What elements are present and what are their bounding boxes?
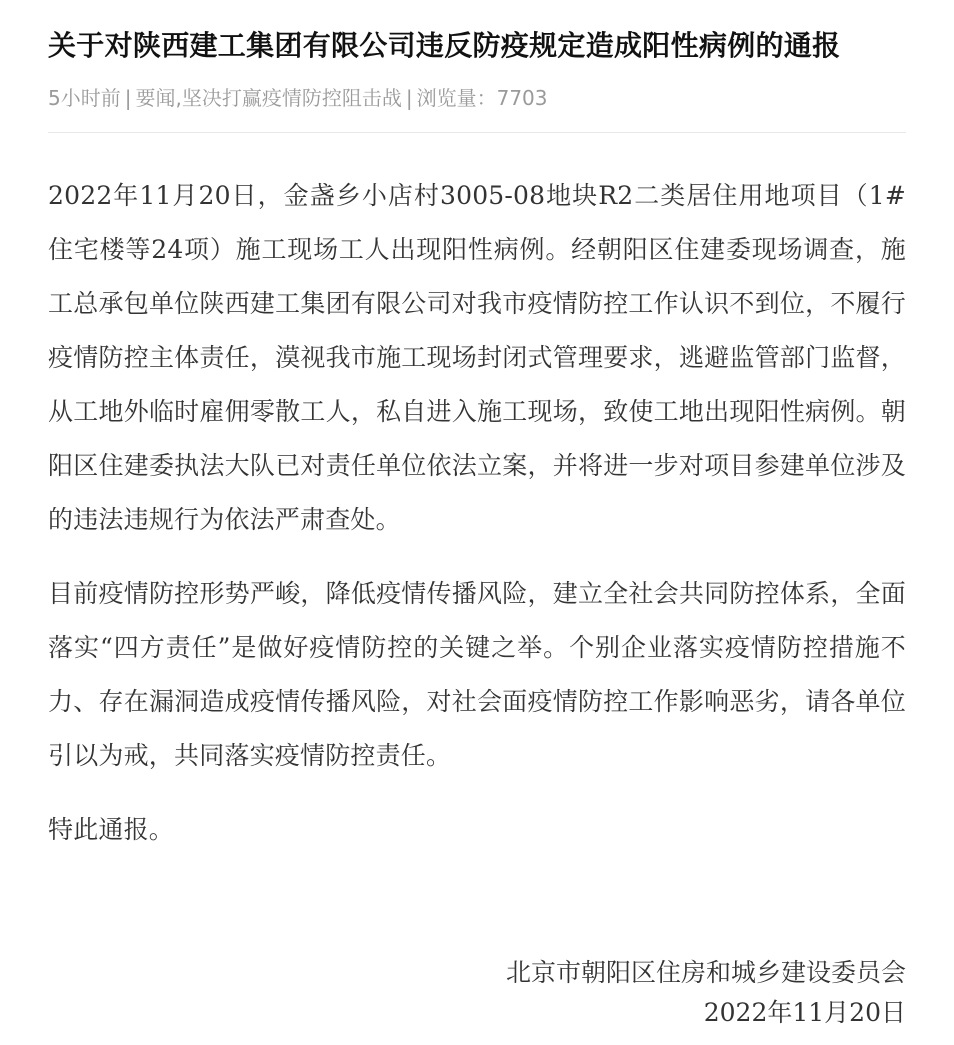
views-count: 7703	[496, 86, 548, 110]
signature-date: 2022年11月20日	[703, 998, 906, 1027]
meta-separator: |	[405, 86, 413, 110]
article-title: 关于对陕西建工集团有限公司违反防疫规定造成阳性病例的通报	[48, 29, 841, 62]
header-divider	[48, 132, 906, 133]
article-paragraph: 2022年11月20日，金盏乡小店村3005-08地块R2二类居住用地项目（1#住宅楼等24项）施工现场工人出现阳性病例。经朝阳区住建委现场调查，施工总承包单位陕西建工集团有限公司对我市疫情防控工作认识不到位，不履行疫情防控主体责任，漠视我市施工现场封闭式管理要求，逃避监管部门监督，从工地外临时雇佣零散工人，私自进入施工现场，致使工地出现阳性病例。朝阳区住建委执法大队已对责任单位依法立案，并将进一步对项目参建单位涉及的违法违规行为依法严肃查处。	[48, 181, 906, 534]
signature-org: 北京市朝阳区住房和城乡建设委员会	[505, 958, 906, 987]
views-label: 浏览量：	[416, 86, 497, 110]
article-paragraph: 目前疫情防控形势严峻，降低疫情传播风险，建立全社会共同防控体系，全面落实“四方责任”是做好疫情防控的关键之举。个别企业落实疫情防控措施不力、存在漏洞造成疫情传播风险，对社会面疫情防控工作影响恶劣，请各单位引以为戒，共同落实疫情防控责任。	[48, 579, 906, 770]
publish-time: 5小时前	[48, 86, 121, 110]
article-paragraph: 特此通报。	[48, 815, 175, 844]
article-body	[48, 169, 906, 857]
article-meta	[48, 82, 906, 114]
signature-block	[506, 953, 906, 1033]
meta-separator: |	[124, 86, 132, 110]
category-link[interactable]: 要闻,坚决打赢疫情防控阻击战	[135, 86, 402, 110]
article-container	[48, 0, 906, 877]
